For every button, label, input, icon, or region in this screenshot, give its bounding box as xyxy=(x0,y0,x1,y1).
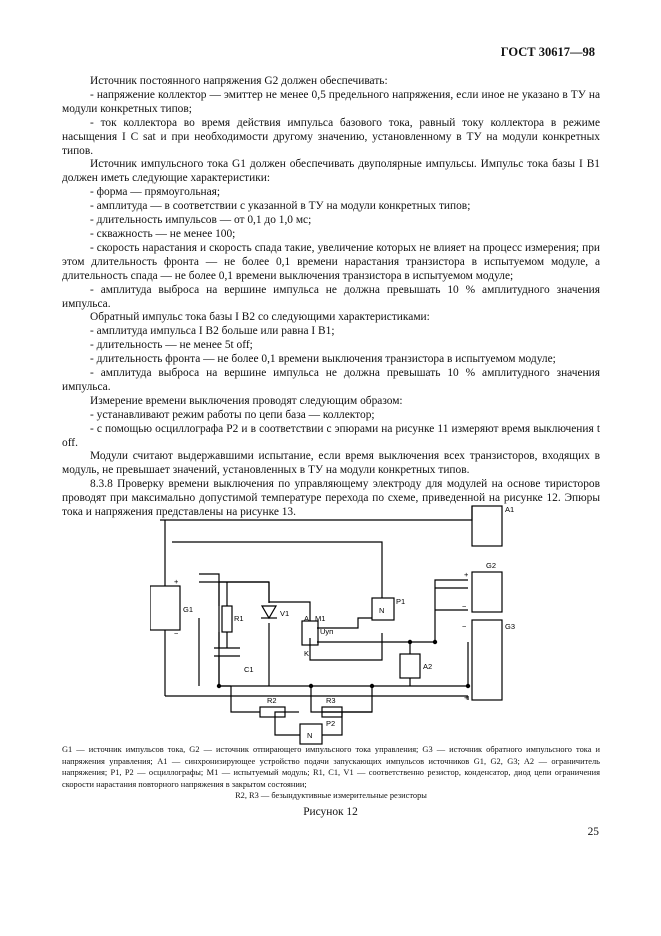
caption-text: R2, R3 — безындуктивные измерительные резисторы xyxy=(235,791,427,801)
resistor-R1 xyxy=(222,606,232,632)
paragraph: - амплитуда — в соответствии с указанной в ТУ на модули конкретных типов; xyxy=(90,200,471,213)
label-C1: C1 xyxy=(244,665,254,674)
page-number: 25 xyxy=(587,826,599,838)
figure-caption xyxy=(62,744,600,802)
label-P1: P1 xyxy=(396,597,406,606)
paragraph: - устанавливают режим работы по цепи база — коллектор; xyxy=(90,408,375,421)
minus-g3: − xyxy=(462,622,467,631)
figure-title: Рисунок 12 xyxy=(303,806,358,818)
label-M1: M1 xyxy=(315,614,326,623)
paragraph: - ток коллектора во время действия импульса базового тока, равный току коллектора в режиме насыщения I C sat и при необходимости другому значению, установленному в ТУ на модули конкретных типов. xyxy=(62,116,600,157)
diode-V1 xyxy=(261,606,277,618)
paragraph: - длительность импульсов — от 0,1 до 1,0 мс; xyxy=(90,214,312,227)
paragraph: - форма — прямоугольная; xyxy=(90,186,221,199)
sync-device-A1 xyxy=(472,506,502,546)
paragraph: Источник импульсного тока G1 должен обеспечивать двуполярные импульсы. Импульс тока базы I B1 должен иметь следующие характеристики: xyxy=(62,158,600,185)
paragraph: Измерение времени выключения проводят следующим образом: xyxy=(90,394,403,407)
label-G1: G1 xyxy=(183,605,194,614)
paragraph: - напряжение коллектор — эмиттер не менее 0,5 предельного напряжения, если иное не указано в ТУ на модули конкретных типов; xyxy=(62,88,600,115)
source-G1 xyxy=(150,586,180,630)
paragraph: - амплитуда выброса на вершине импульса не должна превышать 10 % амплитудного значения импульса. xyxy=(62,367,600,393)
label-P2: P2 xyxy=(326,719,336,728)
plus-g3: + xyxy=(464,693,469,702)
plus-g1: + xyxy=(174,577,179,586)
limiter-A2 xyxy=(400,654,420,678)
source-G3 xyxy=(472,620,502,700)
paragraph: - амплитуда импульса I B2 больше или равна I B1; xyxy=(90,325,335,338)
paragraph: - скважность — не менее 100; xyxy=(90,227,236,240)
standard-header: ГОСТ 30617—98 xyxy=(500,45,595,59)
label-Uy: Uуп xyxy=(320,627,334,636)
osc-symbol-P2: N xyxy=(307,731,313,740)
paragraph: 8.3.8 Проверку времени выключения по управляющему электроду для модулей на основе тиристоров проводят при максимально допустимой температуре перехода по схеме, приведенной на рисунке 12. Эпюры тока и напряжения представлены на рисунке 13. xyxy=(62,478,600,519)
paragraph: - длительность — не менее 5t off; xyxy=(90,339,253,352)
label-A1: A1 xyxy=(505,505,515,514)
paragraph: - скорость нарастания и скорость спада такие, увеличение которых не влияет на процесс измерения; при этом длительность фронта — не более 0,1 времени нарастания транзистора в испытуемом модуле, а длительность спада — не более 0,1 времени выключения транзистора в испытуемом модуле; xyxy=(62,241,600,282)
label-A: A xyxy=(304,614,310,623)
caption-text: G1 — источник импульсов тока, G2 — источник отпирающего импульсного тока управления; G3 — источник обратного импульсного тока и напряжения управления; A1 — синхронизирующее устройство подачи запускающих импульсов источников G1, G2, G3; A2 — ограничитель напряжения; P1, P2 — осциллографы; M1 — испытуемый модуль; R1, C1, V1 — соответственно резистор, конденсатор, диод цепи ограничения скорости нарастания повторного напряжения в закрытом состоянии; xyxy=(62,745,600,789)
label-G2: G2 xyxy=(486,561,497,570)
plus-g2: + xyxy=(464,570,469,579)
label-G3: G3 xyxy=(505,622,516,631)
minus-g1: − xyxy=(174,629,179,638)
label-K: K xyxy=(304,649,310,658)
label-R2: R2 xyxy=(267,696,277,705)
paragraph: Источник постоянного напряжения G2 должен обеспечивать: xyxy=(90,75,388,87)
paragraph: Обратный импульс тока базы I B2 со следующими характеристиками: xyxy=(90,311,430,324)
source-G2 xyxy=(472,572,502,612)
label-V1: V1 xyxy=(280,609,290,618)
osc-symbol-P1: N xyxy=(379,606,385,615)
minus-g2: − xyxy=(462,602,467,611)
label-A2: A2 xyxy=(423,662,433,671)
label-R1: R1 xyxy=(234,614,244,623)
paragraph: Модули считают выдержавшими испытание, если время выключения всех транзисторов, входящих в модуль, не превышает значений, установленных в ТУ на модули конкретных типов. xyxy=(62,450,600,477)
paragraph: - длительность фронта — не более 0,1 времени выключения транзистора в испытуемом модуле; xyxy=(90,353,556,366)
capacitor-C1 xyxy=(214,648,240,656)
paragraph: - амплитуда выброса на вершине импульса не должна превышать 10 % амплитудного значения импульса. xyxy=(62,283,600,310)
label-R3: R3 xyxy=(326,696,336,705)
body-text xyxy=(62,75,600,520)
circuit-diagram xyxy=(150,500,530,745)
paragraph: - с помощью осциллографа P2 и в соответствии с эпюрами на рисунке 11 измеряют время выключения t off. xyxy=(62,422,600,449)
